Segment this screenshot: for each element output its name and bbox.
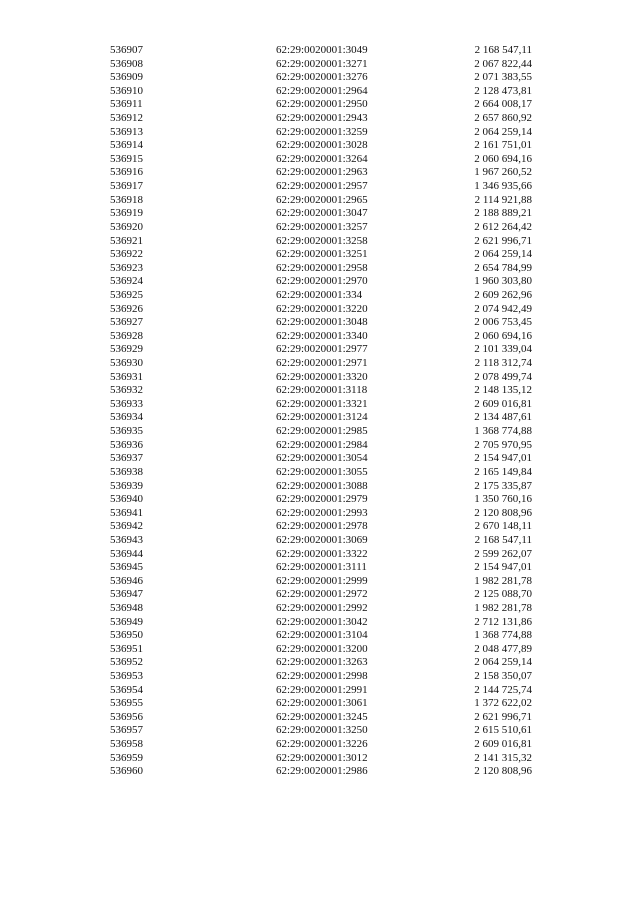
row-id-cell: 536945	[110, 561, 143, 574]
table-row	[0, 520, 640, 534]
cadastral-number-cell: 62:29:0020001:3271	[276, 57, 368, 70]
value-cell: 1 372 622,02	[474, 697, 532, 710]
value-cell: 2 060 694,16	[474, 329, 532, 342]
row-id-cell: 536915	[110, 152, 143, 165]
cadastral-number-cell: 62:29:0020001:2957	[276, 180, 368, 193]
row-id-cell: 536926	[110, 302, 143, 315]
row-id-cell: 536934	[110, 411, 143, 424]
value-cell: 2 609 016,81	[474, 397, 532, 410]
row-id-cell: 536950	[110, 629, 143, 642]
table-row	[0, 153, 640, 167]
value-cell: 2 712 131,86	[474, 615, 532, 628]
table-row	[0, 602, 640, 616]
value-cell: 2 612 264,42	[474, 220, 532, 233]
table-row	[0, 452, 640, 466]
value-cell: 2 154 947,01	[474, 561, 532, 574]
row-id-cell: 536948	[110, 601, 143, 614]
row-id-cell: 536953	[110, 670, 143, 683]
cadastral-number-cell: 62:29:0020001:2977	[276, 343, 368, 356]
table-row	[0, 616, 640, 630]
table-row	[0, 58, 640, 72]
value-cell: 2 154 947,01	[474, 452, 532, 465]
row-id-cell: 536928	[110, 329, 143, 342]
table-row	[0, 343, 640, 357]
table-row	[0, 588, 640, 602]
table-row	[0, 561, 640, 575]
value-cell: 2 120 808,96	[474, 765, 532, 778]
value-cell: 2 161 751,01	[474, 139, 532, 152]
table-row	[0, 480, 640, 494]
table-row	[0, 44, 640, 58]
value-cell: 2 074 942,49	[474, 302, 532, 315]
cadastral-number-cell: 62:29:0020001:3251	[276, 248, 368, 261]
row-id-cell: 536922	[110, 248, 143, 261]
table-row	[0, 166, 640, 180]
table-row	[0, 656, 640, 670]
cadastral-number-cell: 62:29:0020001:3012	[276, 751, 368, 764]
cadastral-number-cell: 62:29:0020001:3054	[276, 452, 368, 465]
table-row	[0, 85, 640, 99]
cadastral-number-cell: 62:29:0020001:3111	[276, 561, 367, 574]
cadastral-number-cell: 62:29:0020001:2950	[276, 98, 368, 111]
row-id-cell: 536952	[110, 656, 143, 669]
row-id-cell: 536957	[110, 724, 143, 737]
cadastral-number-cell: 62:29:0020001:2978	[276, 520, 368, 533]
cadastral-number-cell: 62:29:0020001:2943	[276, 112, 368, 125]
table-row	[0, 126, 640, 140]
row-id-cell: 536936	[110, 438, 143, 451]
value-cell: 2 067 822,44	[474, 57, 532, 70]
table-row	[0, 575, 640, 589]
table-row	[0, 643, 640, 657]
cadastral-number-cell: 62:29:0020001:2963	[276, 166, 368, 179]
value-cell: 2 609 262,96	[474, 288, 532, 301]
value-cell: 2 148 135,12	[474, 384, 532, 397]
cadastral-number-cell: 62:29:0020001:3263	[276, 656, 368, 669]
cadastral-number-cell: 62:29:0020001:2965	[276, 193, 368, 206]
row-id-cell: 536942	[110, 520, 143, 533]
value-cell: 2 118 312,74	[474, 357, 532, 370]
value-cell: 1 982 281,78	[474, 601, 532, 614]
row-id-cell: 536958	[110, 738, 143, 751]
cadastral-number-cell: 62:29:0020001:3048	[276, 316, 368, 329]
cadastral-number-cell: 62:29:0020001:3320	[276, 370, 368, 383]
row-id-cell: 536913	[110, 125, 143, 138]
table-row	[0, 316, 640, 330]
cadastral-number-cell: 62:29:0020001:2991	[276, 683, 368, 696]
cadastral-number-cell: 62:29:0020001:3226	[276, 738, 368, 751]
table-row	[0, 684, 640, 698]
row-id-cell: 536917	[110, 180, 143, 193]
row-id-cell: 536909	[110, 71, 143, 84]
cadastral-number-cell: 62:29:0020001:2985	[276, 425, 368, 438]
table-row	[0, 357, 640, 371]
cadastral-number-cell: 62:29:0020001:3264	[276, 152, 368, 165]
value-cell: 2 114 921,88	[474, 193, 532, 206]
cadastral-number-cell: 62:29:0020001:3245	[276, 710, 368, 723]
value-cell: 2 060 694,16	[474, 152, 532, 165]
cadastral-number-cell: 62:29:0020001:2999	[276, 574, 368, 587]
value-cell: 2 165 149,84	[474, 465, 532, 478]
table-row	[0, 289, 640, 303]
row-id-cell: 536925	[110, 288, 143, 301]
row-id-cell: 536946	[110, 574, 143, 587]
cadastral-number-cell: 62:29:0020001:2993	[276, 506, 368, 519]
row-id-cell: 536955	[110, 697, 143, 710]
value-cell: 2 670 148,11	[474, 520, 532, 533]
row-id-cell: 536931	[110, 370, 143, 383]
table-row	[0, 221, 640, 235]
table-row	[0, 71, 640, 85]
value-cell: 1 967 260,52	[474, 166, 532, 179]
cadastral-number-cell: 62:29:0020001:3200	[276, 642, 368, 655]
cadastral-number-cell: 62:29:0020001:3258	[276, 234, 368, 247]
cadastral-number-cell: 62:29:0020001:2979	[276, 493, 368, 506]
value-cell: 1 982 281,78	[474, 574, 532, 587]
table-row	[0, 711, 640, 725]
row-id-cell: 536914	[110, 139, 143, 152]
row-id-cell: 536911	[110, 98, 143, 111]
table-row	[0, 262, 640, 276]
table-row	[0, 180, 640, 194]
row-id-cell: 536943	[110, 533, 143, 546]
value-cell: 2 125 088,70	[474, 588, 532, 601]
table-row	[0, 738, 640, 752]
value-cell: 2 188 889,21	[474, 207, 532, 220]
value-cell: 2 664 008,17	[474, 98, 532, 111]
table-row	[0, 398, 640, 412]
row-id-cell: 536954	[110, 683, 143, 696]
row-id-cell: 536940	[110, 493, 143, 506]
cadastral-number-cell: 62:29:0020001:3061	[276, 697, 368, 710]
value-cell: 2 120 808,96	[474, 506, 532, 519]
row-id-cell: 536933	[110, 397, 143, 410]
table-row	[0, 371, 640, 385]
row-id-cell: 536921	[110, 234, 143, 247]
value-cell: 2 006 753,45	[474, 316, 532, 329]
table-row	[0, 439, 640, 453]
cadastral-number-cell: 62:29:0020001:3276	[276, 71, 368, 84]
cadastral-number-cell: 62:29:0020001:3047	[276, 207, 368, 220]
value-cell: 2 064 259,14	[474, 125, 532, 138]
value-cell: 2 128 473,81	[474, 84, 532, 97]
cadastral-number-cell: 62:29:0020001:3321	[276, 397, 368, 410]
value-cell: 2 078 499,74	[474, 370, 532, 383]
value-cell: 2 071 383,55	[474, 71, 532, 84]
table-row	[0, 139, 640, 153]
cadastral-number-cell: 62:29:0020001:3257	[276, 220, 368, 233]
cadastral-number-cell: 62:29:0020001:2958	[276, 261, 368, 274]
row-id-cell: 536908	[110, 57, 143, 70]
cadastral-number-cell: 62:29:0020001:3322	[276, 547, 368, 560]
table-row	[0, 98, 640, 112]
value-cell: 1 368 774,88	[474, 629, 532, 642]
value-cell: 2 168 547,11	[474, 533, 532, 546]
table-row	[0, 235, 640, 249]
row-id-cell: 536920	[110, 220, 143, 233]
cadastral-number-cell: 62:29:0020001:3055	[276, 465, 368, 478]
table-row	[0, 207, 640, 221]
table-row	[0, 384, 640, 398]
table-row	[0, 548, 640, 562]
row-id-cell: 536912	[110, 112, 143, 125]
table-row	[0, 670, 640, 684]
row-id-cell: 536924	[110, 275, 143, 288]
row-id-cell: 536960	[110, 765, 143, 778]
value-cell: 2 654 784,99	[474, 261, 532, 274]
cadastral-number-cell: 62:29:0020001:2970	[276, 275, 368, 288]
cadastral-number-cell: 62:29:0020001:334	[276, 288, 363, 301]
value-cell: 2 168 547,11	[474, 44, 532, 56]
row-id-cell: 536949	[110, 615, 143, 628]
cadastral-number-cell: 62:29:0020001:3220	[276, 302, 368, 315]
row-id-cell: 536956	[110, 710, 143, 723]
cadastral-number-cell: 62:29:0020001:2984	[276, 438, 368, 451]
table-row	[0, 724, 640, 738]
cadastral-number-cell: 62:29:0020001:2986	[276, 765, 368, 778]
cadastral-number-cell: 62:29:0020001:2971	[276, 357, 368, 370]
table-row	[0, 112, 640, 126]
row-id-cell: 536930	[110, 357, 143, 370]
value-cell: 2 615 510,61	[474, 724, 532, 737]
row-id-cell: 536918	[110, 193, 143, 206]
value-cell: 2 158 350,07	[474, 670, 532, 683]
value-cell: 1 960 303,80	[474, 275, 532, 288]
cadastral-number-cell: 62:29:0020001:3028	[276, 139, 368, 152]
table-row	[0, 411, 640, 425]
cadastral-number-cell: 62:29:0020001:3042	[276, 615, 368, 628]
table-row	[0, 275, 640, 289]
table-row	[0, 629, 640, 643]
row-id-cell: 536923	[110, 261, 143, 274]
cadastral-number-cell: 62:29:0020001:3069	[276, 533, 368, 546]
row-id-cell: 536959	[110, 751, 143, 764]
value-cell: 2 101 339,04	[474, 343, 532, 356]
data-table	[0, 44, 640, 779]
value-cell: 1 368 774,88	[474, 425, 532, 438]
table-row	[0, 534, 640, 548]
table-row	[0, 466, 640, 480]
value-cell: 2 599 262,07	[474, 547, 532, 560]
row-id-cell: 536927	[110, 316, 143, 329]
cadastral-number-cell: 62:29:0020001:3104	[276, 629, 368, 642]
row-id-cell: 536929	[110, 343, 143, 356]
row-id-cell: 536937	[110, 452, 143, 465]
row-id-cell: 536935	[110, 425, 143, 438]
value-cell: 2 621 996,71	[474, 710, 532, 723]
row-id-cell: 536916	[110, 166, 143, 179]
table-row	[0, 248, 640, 262]
value-cell: 2 657 860,92	[474, 112, 532, 125]
row-id-cell: 536910	[110, 84, 143, 97]
value-cell: 2 064 259,14	[474, 248, 532, 261]
row-id-cell: 536938	[110, 465, 143, 478]
value-cell: 2 134 487,61	[474, 411, 532, 424]
cadastral-number-cell: 62:29:0020001:3259	[276, 125, 368, 138]
row-id-cell: 536944	[110, 547, 143, 560]
table-row	[0, 493, 640, 507]
value-cell: 2 141 315,32	[474, 751, 532, 764]
cadastral-number-cell: 62:29:0020001:3340	[276, 329, 368, 342]
table-row	[0, 194, 640, 208]
cadastral-number-cell: 62:29:0020001:3049	[276, 44, 368, 56]
value-cell: 2 621 996,71	[474, 234, 532, 247]
table-row	[0, 697, 640, 711]
row-id-cell: 536941	[110, 506, 143, 519]
value-cell: 2 705 970,95	[474, 438, 532, 451]
table-row	[0, 303, 640, 317]
value-cell: 2 048 477,89	[474, 642, 532, 655]
value-cell: 1 350 760,16	[474, 493, 532, 506]
row-id-cell: 536932	[110, 384, 143, 397]
cadastral-number-cell: 62:29:0020001:2992	[276, 601, 368, 614]
row-id-cell: 536947	[110, 588, 143, 601]
table-row	[0, 765, 640, 779]
cadastral-number-cell: 62:29:0020001:3124	[276, 411, 368, 424]
cadastral-number-cell: 62:29:0020001:2998	[276, 670, 368, 683]
cadastral-number-cell: 62:29:0020001:3118	[276, 384, 368, 397]
value-cell: 1 346 935,66	[474, 180, 532, 193]
cadastral-number-cell: 62:29:0020001:3088	[276, 479, 368, 492]
value-cell: 2 175 335,87	[474, 479, 532, 492]
table-row	[0, 752, 640, 766]
table-row	[0, 330, 640, 344]
row-id-cell: 536907	[110, 44, 143, 56]
cadastral-number-cell: 62:29:0020001:2964	[276, 84, 368, 97]
cadastral-number-cell: 62:29:0020001:3250	[276, 724, 368, 737]
value-cell: 2 144 725,74	[474, 683, 532, 696]
value-cell: 2 064 259,14	[474, 656, 532, 669]
row-id-cell: 536919	[110, 207, 143, 220]
row-id-cell: 536939	[110, 479, 143, 492]
cadastral-number-cell: 62:29:0020001:2972	[276, 588, 368, 601]
table-row	[0, 425, 640, 439]
table-row	[0, 507, 640, 521]
value-cell: 2 609 016,81	[474, 738, 532, 751]
row-id-cell: 536951	[110, 642, 143, 655]
